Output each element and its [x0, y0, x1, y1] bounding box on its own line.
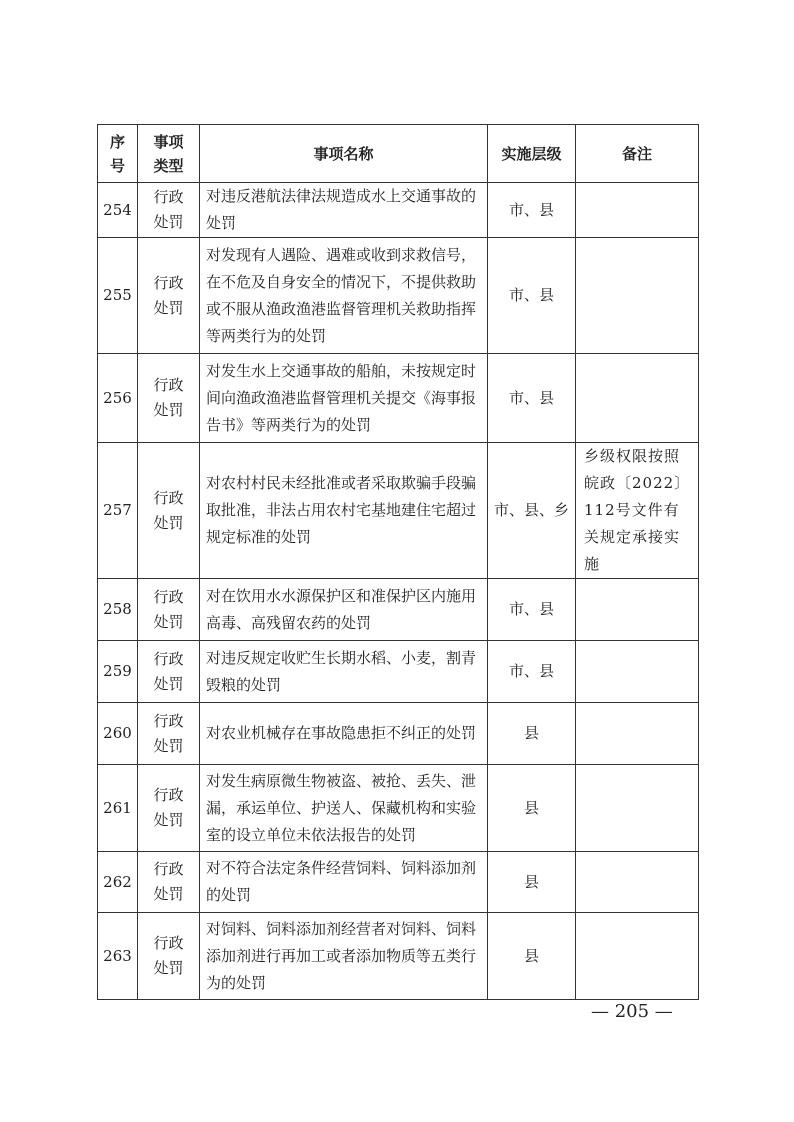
table-row: [98, 183, 699, 238]
row-name: 对发生病原微生物被盗、被抢、丢失、泄漏，承运单位、护送人、保藏机构和实验室的设立单位未依法报告的处罚: [200, 765, 488, 852]
header-row: [98, 125, 699, 183]
row-type-line1: 行政: [153, 649, 184, 668]
row-type-line1: 行政: [153, 488, 184, 507]
table-row: [98, 238, 699, 354]
row-note: [576, 238, 699, 354]
row-note: 乡级权限按照皖政〔2022〕112号文件有关规定承接实施: [576, 443, 699, 579]
row-level: 市、县: [488, 641, 576, 703]
table-row: [98, 913, 699, 1000]
row-type-line2: 处罚: [153, 213, 184, 231]
row-type-line1: 行政: [153, 934, 184, 952]
row-name: 对发现有人遇险、遇难或收到求救信号，在不危及自身安全的情况下，不提供救助或不服从渔政渔港监督管理机关救助指挥等两类行为的处罚: [200, 238, 488, 354]
row-type-line1: 行政: [153, 188, 184, 206]
row-note: [576, 703, 699, 765]
row-type: [138, 703, 200, 765]
row-number: 260: [98, 703, 138, 765]
row-number: 258: [98, 579, 138, 641]
row-name: 对农业机械存在事故隐患拒不纠正的处罚: [200, 703, 488, 765]
header-name: 事项名称: [200, 125, 488, 183]
row-number: 263: [98, 913, 138, 1000]
row-type-line2: 处罚: [153, 612, 184, 631]
row-number: 256: [98, 354, 138, 443]
header-type-line1: 事项: [153, 132, 184, 151]
row-level: 市、县: [488, 579, 576, 641]
row-note: [576, 852, 699, 913]
row-type-line2: 处罚: [153, 513, 184, 532]
header-note: 备注: [576, 125, 699, 183]
row-number: 257: [98, 443, 138, 579]
row-name: 对农村村民未经批准或者采取欺骗手段骗取批准，非法占用农村宅基地建住宅超过规定标准的处罚: [200, 443, 488, 579]
row-type-line1: 行政: [153, 587, 184, 606]
row-type: [138, 913, 200, 1000]
row-name: 对不符合法定条件经营饲料、饲料添加剂的处罚: [200, 852, 488, 913]
header-num-line1: 序: [109, 132, 125, 151]
header-num: [98, 125, 138, 183]
items-table: [97, 124, 699, 1000]
header-level: 实施层级: [488, 125, 576, 183]
row-number: 255: [98, 238, 138, 354]
row-note: [576, 354, 699, 443]
row-name: 对发生水上交通事故的船舶，未按规定时间向渔政渔港监督管理机关提交《海事报告书》等两类行为的处罚: [200, 354, 488, 443]
table-row: [98, 354, 699, 443]
table-row: [98, 703, 699, 765]
row-type-line1: 行政: [153, 860, 184, 878]
row-level: 县: [488, 765, 576, 852]
row-type-line2: 处罚: [153, 298, 184, 317]
row-type: [138, 579, 200, 641]
row-type-line1: 行政: [153, 786, 184, 804]
row-note: [576, 579, 699, 641]
row-level: 市、县、乡: [488, 443, 576, 579]
table-row: [98, 641, 699, 703]
row-name: 对在饮用水水源保护区和准保护区内施用高毒、高残留农药的处罚: [200, 579, 488, 641]
row-level: 县: [488, 913, 576, 1000]
row-type-line2: 处罚: [153, 674, 184, 693]
row-level: 县: [488, 852, 576, 913]
row-level: 市、县: [488, 354, 576, 443]
row-number: 261: [98, 765, 138, 852]
table-row: [98, 765, 699, 852]
table-row: [98, 579, 699, 641]
row-level: 县: [488, 703, 576, 765]
row-type-line2: 处罚: [153, 959, 184, 977]
row-note: [576, 913, 699, 1000]
header-type: [138, 125, 200, 183]
row-number: 259: [98, 641, 138, 703]
row-level: 市、县: [488, 238, 576, 354]
row-note: [576, 765, 699, 852]
row-type-line1: 行政: [153, 273, 184, 292]
row-name: 对违反规定收贮生长期水稻、小麦，割青毁粮的处罚: [200, 641, 488, 703]
row-name: 对违反港航法律法规造成水上交通事故的处罚: [200, 183, 488, 238]
row-number: 262: [98, 852, 138, 913]
table-row: [98, 852, 699, 913]
table-row: [98, 443, 699, 579]
row-type: [138, 641, 200, 703]
row-type: [138, 852, 200, 913]
row-type: [138, 183, 200, 238]
row-level: 市、县: [488, 183, 576, 238]
row-number: 254: [98, 183, 138, 238]
row-type: [138, 443, 200, 579]
row-type-line2: 处罚: [153, 736, 184, 755]
row-type-line2: 处罚: [153, 885, 184, 903]
row-type: [138, 354, 200, 443]
row-note: [576, 183, 699, 238]
row-type: [138, 765, 200, 852]
row-type-line2: 处罚: [153, 811, 184, 829]
header-type-line2: 类型: [153, 156, 184, 175]
row-note: [576, 641, 699, 703]
row-type-line1: 行政: [153, 376, 184, 394]
row-type-line2: 处罚: [153, 401, 184, 419]
page-number: — 205 —: [591, 1001, 673, 1022]
header-num-line2: 号: [109, 156, 125, 175]
row-type: [138, 238, 200, 354]
row-type-line1: 行政: [153, 711, 184, 730]
row-name: 对饲料、饲料添加剂经营者对饲料、饲料添加剂进行再加工或者添加物质等五类行为的处罚: [200, 913, 488, 1000]
